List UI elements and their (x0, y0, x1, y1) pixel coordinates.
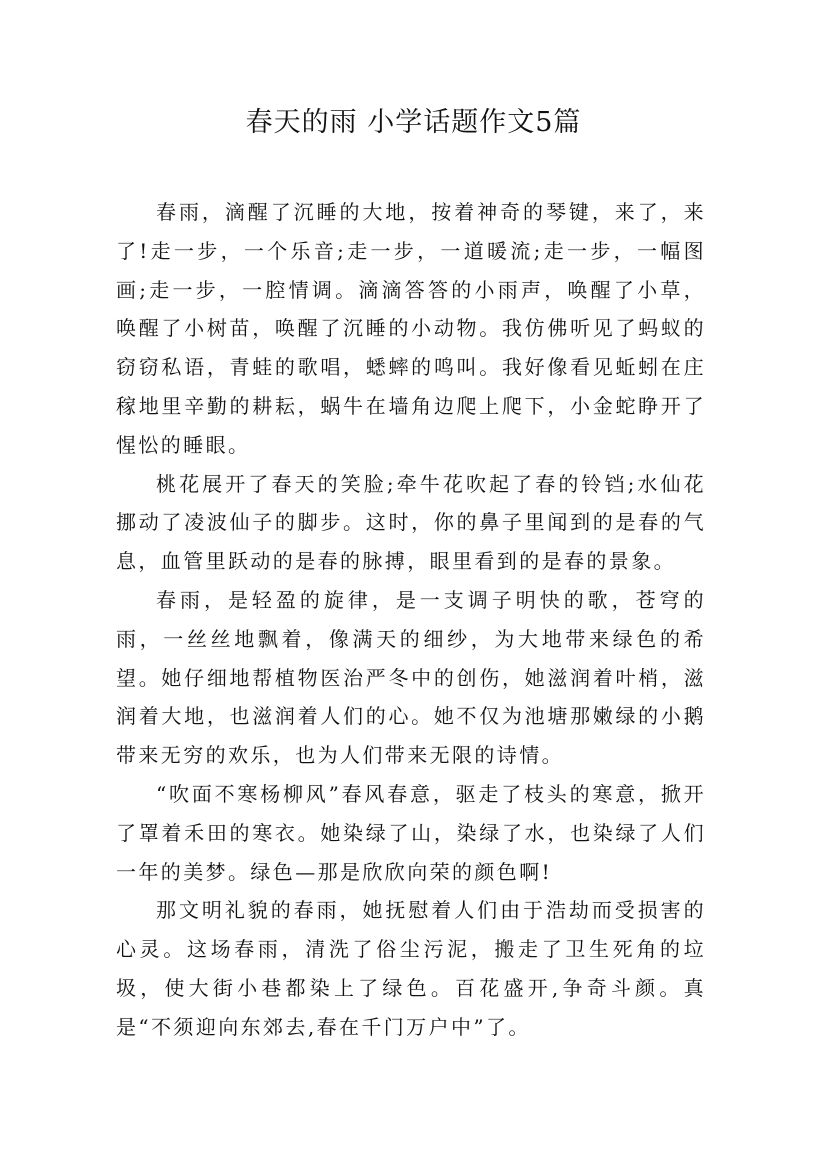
page-title: 春天的雨 小学话题作文5篇 (245, 107, 582, 138)
paragraph-3: 春雨，是轻盈的旋律，是一支调子明快的歌，苍穹的雨，一丝丝地飘着，像满天的细纱，为大地带来绿色的希望。她仔细地帮植物医治严冬中的创伤，她滋润着叶梢，滋润着大地，也滋润着人们的心。她不仅为池塘那嫩绿的小鹅带来无穷的欢乐，也为人们带来无限的诗情。 (116, 587, 706, 768)
paragraph-2: 桃花展开了春天的笑脸;牵牛花吹起了春的铃铛;水仙花挪动了凌波仙子的脚步。这时，你的鼻子里闻到的是春的气息，血管里跃动的是春的脉搏，眼里看到的是春的景象。 (116, 471, 706, 574)
article-body (116, 193, 706, 1047)
paragraph-1: 春雨，滴醒了沉睡的大地，按着神奇的琴键，来了，来了!走一步，一个乐音;走一步，一道暖流;走一步，一幅图画;走一步，一腔情调。滴滴答答的小雨声，唤醒了小草，唤醒了小树苗，唤醒了沉睡的小动物。我仿佛听见了蚂蚁的窃窃私语，青蛙的歌唱，蟋蟀的鸣叫。我好像看见蚯蚓在庄稼地里辛勤的耕耘，蜗牛在墙角边爬上爬下，小金蛇睁开了惺忪的睡眼。 (116, 200, 706, 457)
paragraph-5: 那文明礼貌的春雨，她抚慰着人们由于浩劫而受损害的心灵。这场春雨，清洗了俗尘污泥，搬走了卫生死角的垃圾，使大街小巷都染上了绿色。百花盛开,争奇斗颜。真是“不须迎向东郊去,春在千门万户中”了。 (116, 898, 706, 1039)
paragraph-4: “吹面不寒杨柳风”春风春意，驱走了枝头的寒意，掀开了罩着禾田的寒衣。她染绿了山，染绿了水，也染绿了人们一年的美梦。绿色—那是欣欣向荣的颜色啊! (116, 781, 706, 884)
